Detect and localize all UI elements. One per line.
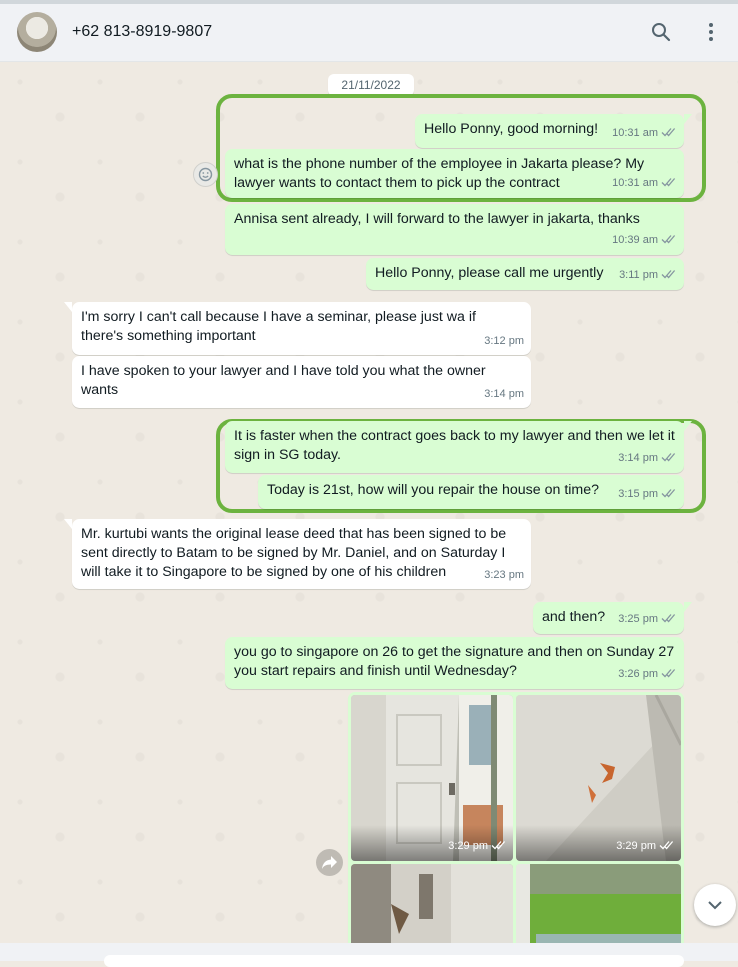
message-meta: [618, 449, 677, 469]
read-receipt-icon: [661, 450, 677, 469]
message-bubble-outgoing[interactable]: [533, 602, 684, 634]
photo-album-message[interactable]: [348, 692, 684, 943]
message-bubble-outgoing[interactable]: [225, 421, 684, 473]
message-bubble-outgoing[interactable]: [225, 204, 684, 255]
bubble-tail: [684, 114, 692, 124]
bubble-tail: [64, 519, 72, 529]
message-meta: [619, 266, 677, 286]
emoji-reaction-icon[interactable]: [193, 162, 218, 187]
message-bubble-outgoing[interactable]: [415, 114, 684, 148]
bubble-tail: [684, 602, 692, 612]
read-receipt-icon: [491, 838, 507, 857]
message-bubble-outgoing[interactable]: [366, 258, 684, 290]
message-time: 3:26 pm: [618, 668, 658, 680]
message-meta: [618, 665, 677, 685]
message-text: I have spoken to your lawyer and I have told you what the owner wants: [81, 363, 486, 398]
message-meta: [612, 174, 677, 194]
message-bubble-outgoing[interactable]: [225, 637, 684, 689]
message-text: I'm sorry I can't call because I have a seminar, please just wa if there's something important: [81, 309, 476, 344]
date-separator: 21/11/2022: [328, 74, 414, 96]
message-bubble-incoming[interactable]: [72, 356, 531, 408]
compose-bar: [0, 943, 738, 961]
avatar[interactable]: [17, 12, 57, 52]
forward-icon[interactable]: [316, 849, 343, 876]
message-meta: [618, 610, 677, 630]
message-text: Mr. kurtubi wants the original lease deed that has been signed to be sent directly to Batam to be signed by Mr. Daniel, and on Saturday I will take it to Singapore to be signed by one of his children: [81, 526, 507, 580]
message-text: what is the phone number of the employee in Jakarta please? My lawyer wants to contact them to pick up the contract: [234, 156, 645, 191]
photo-thumbnail[interactable]: [351, 695, 513, 861]
message-list[interactable]: [0, 62, 738, 943]
message-time: 3:25 pm: [618, 613, 658, 625]
photo-thumbnail[interactable]: [516, 695, 681, 861]
message-time: 10:31 am: [612, 127, 658, 139]
message-bubble-incoming[interactable]: [72, 302, 531, 355]
contact-name[interactable]: +62 813-8919-9807: [72, 23, 213, 40]
read-receipt-icon: [661, 267, 677, 286]
message-time: 3:14 pm: [618, 452, 658, 464]
message-meta: [612, 231, 677, 251]
read-receipt-icon: [661, 232, 677, 251]
message-time: 3:11 pm: [619, 269, 658, 281]
message-time: 10:39 am: [612, 234, 658, 246]
message-time: 3:23 pm: [484, 569, 524, 581]
photo-thumbnail[interactable]: [351, 864, 513, 943]
read-receipt-icon: [661, 175, 677, 194]
message-text: and then?: [542, 609, 606, 625]
message-text: you go to singapore on 26 to get the signature and then on Sunday 27 you start repairs and finish until Wednesday?: [234, 644, 675, 679]
search-icon[interactable]: [649, 20, 673, 44]
message-input[interactable]: [104, 955, 684, 967]
read-receipt-icon: [661, 486, 677, 505]
message-time: 3:14 pm: [484, 388, 524, 400]
read-receipt-icon: [661, 125, 677, 144]
message-bubble-outgoing[interactable]: [225, 149, 684, 198]
message-bubble-outgoing[interactable]: [258, 475, 684, 509]
photo-time: 3:29 pm: [616, 837, 675, 857]
bubble-tail: [64, 302, 72, 312]
message-text: Today is 21st, how will you repair the house on time?: [267, 482, 600, 498]
read-receipt-icon: [659, 838, 675, 857]
photo-time: 3:29 pm: [448, 837, 507, 857]
message-text: Hello Ponny, good morning!: [424, 121, 599, 137]
message-text: Hello Ponny, please call me urgently: [375, 265, 604, 281]
message-time: 10:31 am: [612, 177, 658, 189]
chevron-down-icon: [703, 893, 727, 922]
message-bubble-incoming[interactable]: [72, 519, 531, 589]
message-meta: [612, 124, 677, 144]
chat-header: [0, 4, 738, 62]
photo-thumbnail[interactable]: [516, 864, 681, 943]
bubble-tail: [684, 421, 692, 431]
more-vertical-icon[interactable]: [699, 20, 723, 44]
read-receipt-icon: [661, 666, 677, 685]
message-text: Annisa sent already, I will forward to the lawyer in jakarta, thanks: [234, 211, 640, 227]
read-receipt-icon: [661, 611, 677, 630]
message-time: 3:12 pm: [484, 335, 524, 347]
message-time: 3:15 pm: [618, 488, 658, 500]
scroll-to-bottom-button[interactable]: [694, 884, 736, 926]
message-meta: [618, 485, 677, 505]
message-text: It is faster when the contract goes back to my lawyer and then we let it sign in SG today.: [234, 428, 675, 463]
